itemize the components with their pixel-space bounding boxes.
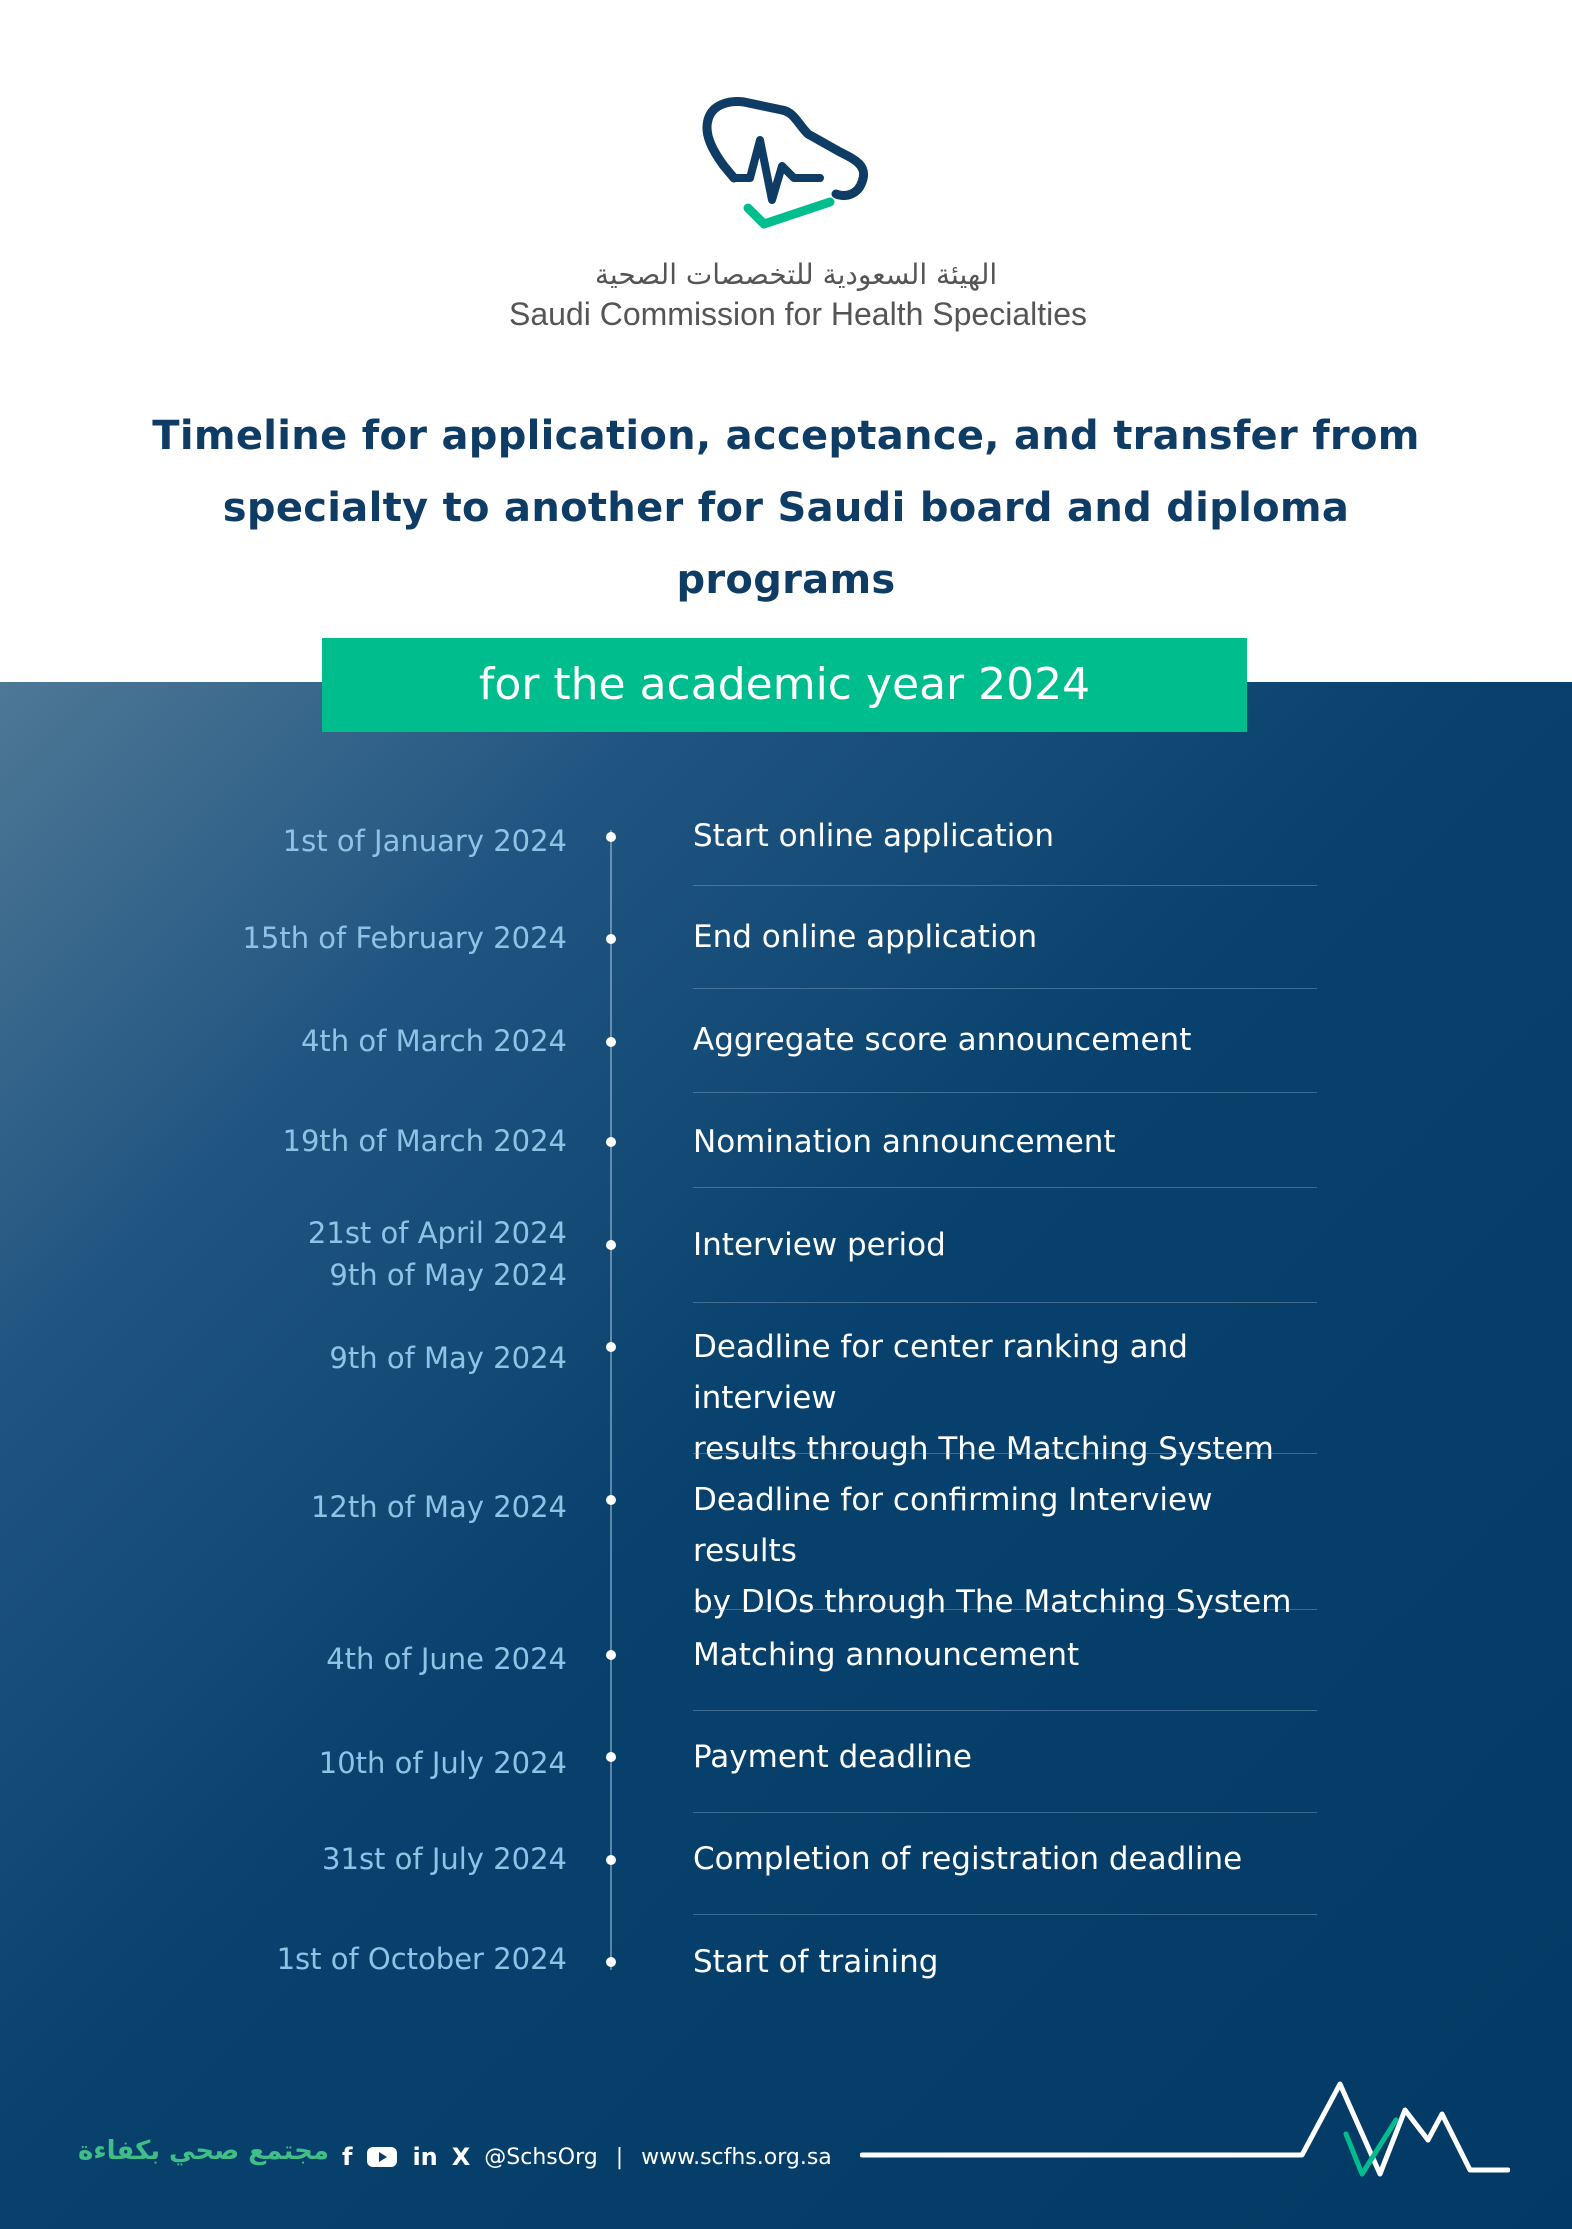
facebook-icon[interactable]: f	[342, 2143, 353, 2171]
timeline-event: Aggregate score announcement	[693, 1022, 1192, 1058]
timeline-event: Deadline for center ranking and interview results through The Matching System	[693, 1329, 1274, 1467]
timeline-event: Nomination announcement	[693, 1124, 1116, 1160]
timeline-date: 21st of April 2024 9th of May 2024	[307, 1216, 567, 1292]
timeline-date: 4th of June 2024	[326, 1642, 567, 1676]
timeline-event: Payment deadline	[693, 1739, 972, 1775]
timeline-date: 1st of October 2024	[276, 1942, 567, 1976]
timeline-date: 4th of March 2024	[300, 1024, 567, 1058]
timeline-event: Completion of registration deadline	[693, 1841, 1243, 1877]
timeline-date: 19th of March 2024	[282, 1124, 567, 1158]
timeline-dot	[606, 1342, 616, 1352]
row-separator	[693, 988, 1317, 989]
row-separator	[693, 1092, 1317, 1093]
website-link[interactable]: www.scfhs.org.sa	[641, 2144, 832, 2170]
row-separator	[693, 1302, 1317, 1303]
row-separator	[693, 1453, 1317, 1454]
timeline-date: 31st of July 2024	[322, 1842, 567, 1876]
page-title: Timeline for application, acceptance, and transfer from specialty to another for Saudi board and diploma programs	[152, 413, 1420, 603]
social-links	[342, 2137, 832, 2177]
timeline-dot	[606, 1240, 616, 1250]
timeline-event: End online application	[693, 919, 1038, 955]
timeline-date: 10th of July 2024	[318, 1746, 567, 1780]
timeline-dot	[606, 1495, 616, 1505]
linkedin-icon[interactable]: in	[412, 2143, 438, 2171]
timeline-event: Start of training	[693, 1944, 939, 1980]
scfhs-logo-icon	[690, 90, 890, 250]
social-handle[interactable]: @SchsOrg	[484, 2144, 598, 2170]
timeline-dot	[606, 1957, 616, 1967]
row-separator	[693, 1812, 1317, 1813]
row-separator	[693, 1914, 1317, 1915]
timeline-event: Matching announcement	[693, 1637, 1080, 1673]
timeline-event: Deadline for confirming Interview results by DIOs through The Matching System	[693, 1482, 1292, 1620]
row-separator	[693, 885, 1317, 886]
row-separator	[693, 1187, 1317, 1188]
timeline-date: 1st of January 2024	[282, 824, 567, 858]
footer-separator: |	[615, 2144, 624, 2170]
timeline-dot	[606, 1752, 616, 1762]
row-separator	[693, 1710, 1317, 1711]
youtube-icon[interactable]	[366, 2145, 398, 2169]
timeline-date: 12th of May 2024	[310, 1490, 567, 1524]
organization-name-arabic: الهيئة السعودية للتخصصات الصحية	[594, 258, 998, 291]
row-separator	[693, 1609, 1317, 1610]
heartbeat-line-icon	[860, 2070, 1510, 2190]
academic-year-banner: for the academic year 2024	[322, 638, 1247, 732]
timeline-dot	[606, 832, 616, 842]
x-icon[interactable]: X	[451, 2143, 471, 2171]
timeline-dot	[606, 934, 616, 944]
timeline-axis-line	[610, 830, 612, 1970]
organization-name-english: Saudi Commission for Health Specialties	[508, 296, 1088, 332]
timeline-date: 9th of May 2024	[329, 1341, 567, 1375]
timeline-date: 15th of February 2024	[242, 921, 567, 955]
timeline-dot	[606, 1137, 616, 1147]
timeline-event: Start online application	[693, 818, 1054, 854]
timeline-dot	[606, 1650, 616, 1660]
timeline-dot	[606, 1855, 616, 1865]
header	[0, 0, 1572, 682]
timeline-event: Interview period	[693, 1227, 946, 1263]
timeline-dot	[606, 1037, 616, 1047]
footer-slogan: مجتمع صحي بكفاءة	[78, 2136, 329, 2166]
